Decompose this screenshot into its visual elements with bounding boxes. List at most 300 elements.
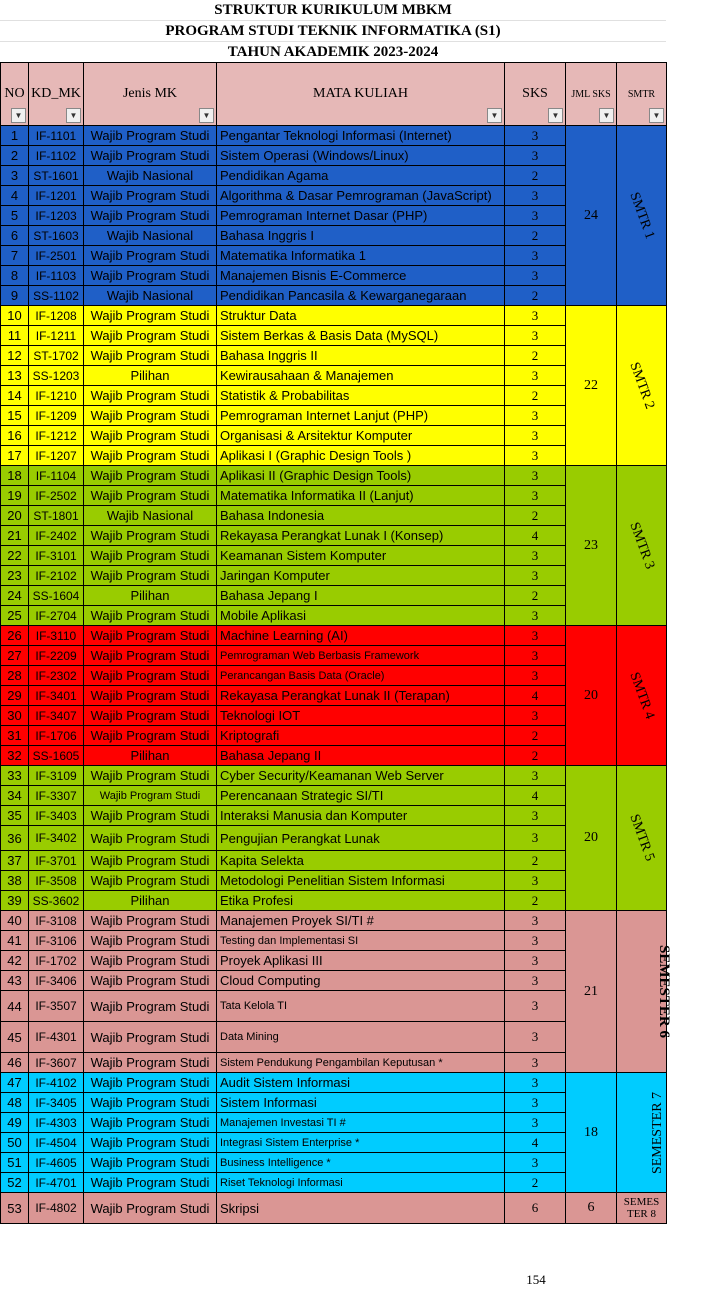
cell-jenis-mk[interactable]: Wajib Program Studi [84, 266, 217, 286]
cell-jenis-mk[interactable]: Pilihan [84, 366, 217, 386]
cell-no[interactable]: 46 [1, 1053, 29, 1073]
cell-jenis-mk[interactable]: Wajib Program Studi [84, 766, 217, 786]
cell-mata-kuliah[interactable]: Teknologi IOT [217, 706, 505, 726]
cell-mata-kuliah[interactable]: Pengantar Teknologi Informasi (Internet) [217, 126, 505, 146]
cell-jenis-mk[interactable]: Wajib Program Studi [84, 991, 217, 1022]
cell-sks[interactable]: 2 [505, 166, 566, 186]
cell-mata-kuliah[interactable]: Sistem Operasi (Windows/Linux) [217, 146, 505, 166]
semester-label: SMTR 2 [626, 359, 658, 411]
cell-jenis-mk[interactable]: Pilihan [84, 746, 217, 766]
cell-kode-mk[interactable]: IF-3106 [29, 931, 84, 951]
cell-no[interactable]: 19 [1, 486, 29, 506]
cell-no[interactable]: 10 [1, 306, 29, 326]
cell-semester[interactable] [617, 766, 667, 911]
table-row [1, 126, 667, 146]
cell-jenis-mk[interactable]: Wajib Program Studi [84, 606, 217, 626]
table-row [1, 466, 667, 486]
cell-mata-kuliah[interactable]: Kapita Selekta [217, 851, 505, 871]
cell-no[interactable]: 1 [1, 126, 29, 146]
cell-semester[interactable] [617, 1193, 667, 1224]
cell-semester[interactable] [617, 126, 667, 306]
cell-sks[interactable]: 4 [505, 686, 566, 706]
cell-kode-mk[interactable]: SS-1203 [29, 366, 84, 386]
cell-mata-kuliah[interactable]: Kriptografi [217, 726, 505, 746]
cell-no[interactable]: 26 [1, 626, 29, 646]
cell-jenis-mk[interactable]: Pilihan [84, 891, 217, 911]
cell-no[interactable]: 42 [1, 951, 29, 971]
cell-jenis-mk[interactable]: Wajib Nasional [84, 506, 217, 526]
cell-mata-kuliah[interactable]: Pendidikan Agama [217, 166, 505, 186]
cell-sks[interactable]: 2 [505, 586, 566, 606]
cell-no[interactable]: 3 [1, 166, 29, 186]
cell-no[interactable]: 6 [1, 226, 29, 246]
cell-mata-kuliah[interactable]: Riset Teknologi Informasi [217, 1173, 505, 1193]
cell-semester[interactable] [617, 626, 667, 766]
cell-sks[interactable]: 3 [505, 426, 566, 446]
cell-no[interactable]: 23 [1, 566, 29, 586]
cell-kode-mk[interactable]: IF-2302 [29, 666, 84, 686]
filter-dropdown-icon[interactable]: ▼ [199, 108, 214, 123]
cell-jenis-mk[interactable]: Wajib Program Studi [84, 1053, 217, 1073]
cell-kode-mk[interactable]: IF-3507 [29, 991, 84, 1022]
cell-mata-kuliah[interactable]: Algorithma & Dasar Pemrograman (JavaScript) [217, 186, 505, 206]
cell-no[interactable]: 44 [1, 991, 29, 1022]
cell-jenis-mk[interactable]: Wajib Program Studi [84, 1093, 217, 1113]
filter-dropdown-icon[interactable]: ▼ [548, 108, 563, 123]
cell-sks[interactable]: 2 [505, 891, 566, 911]
cell-sks[interactable]: 3 [505, 466, 566, 486]
cell-no[interactable]: 53 [1, 1193, 29, 1224]
cell-kode-mk[interactable]: IF-2501 [29, 246, 84, 266]
cell-mata-kuliah[interactable]: Aplikasi II (Graphic Design Tools) [217, 466, 505, 486]
cell-no[interactable]: 51 [1, 1153, 29, 1173]
cell-no[interactable]: 27 [1, 646, 29, 666]
cell-kode-mk[interactable]: IF-3101 [29, 546, 84, 566]
cell-no[interactable]: 4 [1, 186, 29, 206]
cell-mata-kuliah[interactable]: Manajemen Proyek SI/TI # [217, 911, 505, 931]
cell-mata-kuliah[interactable]: Etika Profesi [217, 891, 505, 911]
cell-jenis-mk[interactable]: Wajib Program Studi [84, 826, 217, 851]
col-header-mk[interactable]: MATA KULIAH ▼ [217, 63, 505, 126]
cell-no[interactable]: 21 [1, 526, 29, 546]
cell-jenis-mk[interactable]: Wajib Program Studi [84, 206, 217, 226]
cell-jenis-mk[interactable]: Wajib Program Studi [84, 146, 217, 166]
cell-mata-kuliah[interactable]: Audit Sistem Informasi [217, 1073, 505, 1093]
cell-jenis-mk[interactable]: Wajib Program Studi [84, 951, 217, 971]
cell-mata-kuliah[interactable]: Testing dan Implementasi SI [217, 931, 505, 951]
cell-sks[interactable]: 3 [505, 446, 566, 466]
cell-jenis-mk[interactable]: Wajib Program Studi [84, 1133, 217, 1153]
col-header-smtr[interactable]: SMTR ▼ [617, 63, 667, 126]
cell-sks[interactable]: 3 [505, 806, 566, 826]
cell-sks[interactable]: 3 [505, 146, 566, 166]
cell-no[interactable]: 35 [1, 806, 29, 826]
cell-jenis-mk[interactable]: Wajib Program Studi [84, 326, 217, 346]
cell-no[interactable]: 39 [1, 891, 29, 911]
cell-jenis-mk[interactable]: Wajib Nasional [84, 226, 217, 246]
cell-no[interactable]: 30 [1, 706, 29, 726]
cell-sks[interactable]: 2 [505, 226, 566, 246]
cell-mata-kuliah[interactable]: Mobile Aplikasi [217, 606, 505, 626]
cell-sks[interactable]: 3 [505, 1022, 566, 1053]
cell-kode-mk[interactable]: SS-1102 [29, 286, 84, 306]
cell-no[interactable]: 2 [1, 146, 29, 166]
cell-mata-kuliah[interactable]: Interaksi Manusia dan Komputer [217, 806, 505, 826]
cell-kode-mk[interactable]: SS-1604 [29, 586, 84, 606]
cell-mata-kuliah[interactable]: Machine Learning (AI) [217, 626, 505, 646]
semester-label: SMTR 1 [626, 189, 658, 241]
cell-mata-kuliah[interactable]: Bahasa Jepang II [217, 746, 505, 766]
cell-mata-kuliah[interactable]: Perencanaan Strategic SI/TI [217, 786, 505, 806]
cell-kode-mk[interactable]: IF-3701 [29, 851, 84, 871]
cell-mata-kuliah[interactable]: Keamanan Sistem Komputer [217, 546, 505, 566]
cell-sks[interactable]: 3 [505, 486, 566, 506]
cell-kode-mk[interactable]: IF-1101 [29, 126, 84, 146]
cell-mata-kuliah[interactable]: Pengujian Perangkat Lunak [217, 826, 505, 851]
cell-jml-sks[interactable]: 20 [566, 626, 617, 766]
cell-no[interactable]: 40 [1, 911, 29, 931]
cell-jml-sks[interactable]: 21 [566, 911, 617, 1073]
cell-no[interactable]: 52 [1, 1173, 29, 1193]
cell-kode-mk[interactable]: IF-2704 [29, 606, 84, 626]
cell-kode-mk[interactable]: ST-1702 [29, 346, 84, 366]
cell-kode-mk[interactable]: IF-4504 [29, 1133, 84, 1153]
cell-mata-kuliah[interactable]: Aplikasi I (Graphic Design Tools ) [217, 446, 505, 466]
cell-jenis-mk[interactable]: Wajib Program Studi [84, 486, 217, 506]
cell-no[interactable]: 5 [1, 206, 29, 226]
cell-jml-sks[interactable]: 23 [566, 466, 617, 626]
cell-jenis-mk[interactable]: Wajib Program Studi [84, 306, 217, 326]
cell-sks[interactable]: 3 [505, 951, 566, 971]
col-header-jenis[interactable]: Jenis MK ▼ [84, 63, 217, 126]
cell-kode-mk[interactable]: IF-3109 [29, 766, 84, 786]
cell-kode-mk[interactable]: IF-1212 [29, 426, 84, 446]
cell-sks[interactable]: 3 [505, 186, 566, 206]
col-header-no[interactable]: NO ▼ [1, 63, 29, 126]
cell-jenis-mk[interactable]: Wajib Nasional [84, 166, 217, 186]
cell-kode-mk[interactable]: IF-4605 [29, 1153, 84, 1173]
filter-dropdown-icon[interactable]: ▼ [599, 108, 614, 123]
cell-no[interactable]: 36 [1, 826, 29, 851]
col-header-jml[interactable]: JML SKS ▼ [566, 63, 617, 126]
cell-sks[interactable]: 3 [505, 1053, 566, 1073]
cell-jenis-mk[interactable]: Wajib Program Studi [84, 346, 217, 366]
cell-kode-mk[interactable]: IF-1207 [29, 446, 84, 466]
cell-mata-kuliah[interactable]: Pemrograman Internet Lanjut (PHP) [217, 406, 505, 426]
cell-no[interactable]: 43 [1, 971, 29, 991]
cell-sks[interactable]: 3 [505, 911, 566, 931]
cell-sks[interactable]: 2 [505, 746, 566, 766]
cell-mata-kuliah[interactable]: Pemrograman Web Berbasis Framework [217, 646, 505, 666]
cell-jenis-mk[interactable]: Wajib Program Studi [84, 1073, 217, 1093]
cell-jenis-mk[interactable]: Wajib Program Studi [84, 406, 217, 426]
cell-kode-mk[interactable]: ST-1801 [29, 506, 84, 526]
cell-sks[interactable]: 3 [505, 326, 566, 346]
table-row [1, 766, 667, 786]
cell-mata-kuliah[interactable]: Perancangan Basis Data (Oracle) [217, 666, 505, 686]
cell-kode-mk[interactable]: SS-3602 [29, 891, 84, 911]
cell-sks[interactable]: 3 [505, 871, 566, 891]
cell-kode-mk[interactable]: IF-3108 [29, 911, 84, 931]
cell-kode-mk[interactable]: IF-4303 [29, 1113, 84, 1133]
cell-kode-mk[interactable]: IF-4102 [29, 1073, 84, 1093]
cell-mata-kuliah[interactable]: Sistem Pendukung Pengambilan Keputusan * [217, 1053, 505, 1073]
cell-kode-mk[interactable]: IF-1103 [29, 266, 84, 286]
cell-sks[interactable]: 3 [505, 206, 566, 226]
cell-kode-mk[interactable]: IF-1702 [29, 951, 84, 971]
cell-no[interactable]: 45 [1, 1022, 29, 1053]
cell-no[interactable]: 38 [1, 871, 29, 891]
cell-jenis-mk[interactable]: Wajib Program Studi [84, 646, 217, 666]
cell-jenis-mk[interactable]: Wajib Program Studi [84, 786, 217, 806]
cell-mata-kuliah[interactable]: Proyek Aplikasi III [217, 951, 505, 971]
cell-sks[interactable]: 2 [505, 346, 566, 366]
cell-sks[interactable]: 2 [505, 286, 566, 306]
cell-no[interactable]: 41 [1, 931, 29, 951]
cell-jenis-mk[interactable]: Wajib Program Studi [84, 871, 217, 891]
cell-sks[interactable]: 3 [505, 406, 566, 426]
cell-sks[interactable]: 3 [505, 826, 566, 851]
col-header-sks[interactable]: SKS ▼ [505, 63, 566, 126]
cell-no[interactable]: 29 [1, 686, 29, 706]
cell-mata-kuliah[interactable]: Bahasa Jepang I [217, 586, 505, 606]
cell-sks[interactable]: 3 [505, 971, 566, 991]
cell-mata-kuliah[interactable]: Jaringan Komputer [217, 566, 505, 586]
cell-kode-mk[interactable]: IF-2102 [29, 566, 84, 586]
cell-sks[interactable]: 3 [505, 566, 566, 586]
cell-mata-kuliah[interactable]: Kewirausahaan & Manajemen [217, 366, 505, 386]
cell-no[interactable]: 14 [1, 386, 29, 406]
cell-jml-sks[interactable]: 20 [566, 766, 617, 911]
cell-sks[interactable]: 2 [505, 386, 566, 406]
cell-mata-kuliah[interactable]: Integrasi Sistem Enterprise * [217, 1133, 505, 1153]
cell-kode-mk[interactable]: IF-4802 [29, 1193, 84, 1224]
cell-mata-kuliah[interactable]: Cyber Security/Keamanan Web Server [217, 766, 505, 786]
cell-kode-mk[interactable]: IF-3607 [29, 1053, 84, 1073]
cell-mata-kuliah[interactable]: Sistem Berkas & Basis Data (MySQL) [217, 326, 505, 346]
cell-mata-kuliah[interactable]: Bahasa Indonesia [217, 506, 505, 526]
cell-no[interactable]: 50 [1, 1133, 29, 1153]
cell-mata-kuliah[interactable]: Bahasa Inggris II [217, 346, 505, 366]
cell-sks[interactable]: 4 [505, 1133, 566, 1153]
cell-no[interactable]: 16 [1, 426, 29, 446]
cell-jenis-mk[interactable]: Wajib Program Studi [84, 466, 217, 486]
cell-no[interactable]: 9 [1, 286, 29, 306]
cell-sks[interactable]: 3 [505, 766, 566, 786]
cell-sks[interactable]: 3 [505, 646, 566, 666]
cell-no[interactable]: 48 [1, 1093, 29, 1113]
cell-semester[interactable] [617, 1073, 667, 1193]
cell-no[interactable]: 24 [1, 586, 29, 606]
cell-sks[interactable]: 3 [505, 306, 566, 326]
cell-no[interactable]: 12 [1, 346, 29, 366]
cell-jenis-mk[interactable]: Wajib Program Studi [84, 126, 217, 146]
cell-kode-mk[interactable]: ST-1601 [29, 166, 84, 186]
cell-jenis-mk[interactable]: Wajib Program Studi [84, 686, 217, 706]
cell-sks[interactable]: 2 [505, 726, 566, 746]
cell-no[interactable]: 47 [1, 1073, 29, 1093]
cell-no[interactable]: 22 [1, 546, 29, 566]
cell-jenis-mk[interactable]: Pilihan [84, 586, 217, 606]
cell-jenis-mk[interactable]: Wajib Program Studi [84, 246, 217, 266]
cell-jenis-mk[interactable]: Wajib Program Studi [84, 546, 217, 566]
cell-jenis-mk[interactable]: Wajib Program Studi [84, 186, 217, 206]
filter-dropdown-icon[interactable]: ▼ [66, 108, 81, 123]
cell-no[interactable]: 32 [1, 746, 29, 766]
cell-kode-mk[interactable]: IF-1209 [29, 406, 84, 426]
cell-mata-kuliah[interactable]: Statistik & Probabilitas [217, 386, 505, 406]
cell-jenis-mk[interactable]: Wajib Program Studi [84, 666, 217, 686]
cell-semester[interactable] [617, 306, 667, 466]
cell-jenis-mk[interactable]: Wajib Program Studi [84, 626, 217, 646]
cell-jenis-mk[interactable]: Wajib Program Studi [84, 1113, 217, 1133]
cell-mata-kuliah[interactable]: Manajemen Bisnis E-Commerce [217, 266, 505, 286]
cell-jenis-mk[interactable]: Wajib Program Studi [84, 706, 217, 726]
cell-mata-kuliah[interactable]: Struktur Data [217, 306, 505, 326]
cell-kode-mk[interactable]: IF-1203 [29, 206, 84, 226]
cell-jenis-mk[interactable]: Wajib Program Studi [84, 566, 217, 586]
filter-dropdown-icon[interactable]: ▼ [649, 108, 664, 123]
cell-sks[interactable]: 3 [505, 991, 566, 1022]
col-header-kd[interactable]: KD_MK ▼ [29, 63, 84, 126]
cell-jml-sks[interactable]: 24 [566, 126, 617, 306]
cell-kode-mk[interactable]: IF-3407 [29, 706, 84, 726]
cell-mata-kuliah[interactable]: Pemrograman Internet Dasar (PHP) [217, 206, 505, 226]
cell-sks[interactable]: 2 [505, 851, 566, 871]
cell-kode-mk[interactable]: ST-1603 [29, 226, 84, 246]
cell-sks[interactable]: 3 [505, 626, 566, 646]
cell-no[interactable]: 17 [1, 446, 29, 466]
cell-sks[interactable]: 3 [505, 1113, 566, 1133]
cell-mata-kuliah[interactable]: Pendidikan Pancasila & Kewarganegaraan [217, 286, 505, 306]
cell-sks[interactable]: 3 [505, 931, 566, 951]
cell-kode-mk[interactable]: IF-1208 [29, 306, 84, 326]
cell-jenis-mk[interactable]: Wajib Program Studi [84, 1153, 217, 1173]
cell-no[interactable]: 11 [1, 326, 29, 346]
cell-sks[interactable]: 2 [505, 506, 566, 526]
cell-mata-kuliah[interactable]: Bahasa Inggris I [217, 226, 505, 246]
cell-sks[interactable]: 3 [505, 126, 566, 146]
cell-sks[interactable]: 3 [505, 1073, 566, 1093]
cell-sks[interactable]: 3 [505, 366, 566, 386]
cell-jenis-mk[interactable]: Wajib Program Studi [84, 1173, 217, 1193]
cell-jenis-mk[interactable]: Wajib Program Studi [84, 931, 217, 951]
cell-jml-sks[interactable]: 18 [566, 1073, 617, 1193]
cell-kode-mk[interactable]: IF-3406 [29, 971, 84, 991]
cell-mata-kuliah[interactable]: Manajemen Investasi TI # [217, 1113, 505, 1133]
cell-jenis-mk[interactable]: Wajib Program Studi [84, 386, 217, 406]
cell-mata-kuliah[interactable]: Sistem Informasi [217, 1093, 505, 1113]
cell-kode-mk[interactable]: SS-1605 [29, 746, 84, 766]
filter-dropdown-icon[interactable]: ▼ [487, 108, 502, 123]
cell-sks[interactable]: 4 [505, 786, 566, 806]
cell-jenis-mk[interactable]: Wajib Program Studi [84, 726, 217, 746]
cell-jml-sks[interactable]: 6 [566, 1193, 617, 1224]
cell-mata-kuliah[interactable]: Matematika Informatika II (Lanjut) [217, 486, 505, 506]
cell-kode-mk[interactable]: IF-1706 [29, 726, 84, 746]
cell-mata-kuliah[interactable]: Tata Kelola TI [217, 991, 505, 1022]
cell-no[interactable]: 28 [1, 666, 29, 686]
cell-kode-mk[interactable]: IF-2502 [29, 486, 84, 506]
cell-no[interactable]: 49 [1, 1113, 29, 1133]
cell-kode-mk[interactable]: IF-2209 [29, 646, 84, 666]
cell-jenis-mk[interactable]: Wajib Program Studi [84, 1193, 217, 1224]
cell-mata-kuliah[interactable]: Data Mining [217, 1022, 505, 1053]
cell-kode-mk[interactable]: IF-4301 [29, 1022, 84, 1053]
cell-mata-kuliah[interactable]: Cloud Computing [217, 971, 505, 991]
cell-no[interactable]: 37 [1, 851, 29, 871]
cell-jenis-mk[interactable]: Wajib Program Studi [84, 971, 217, 991]
cell-mata-kuliah[interactable]: Skripsi [217, 1193, 505, 1224]
cell-jenis-mk[interactable]: Wajib Nasional [84, 286, 217, 306]
cell-sks[interactable]: 4 [505, 526, 566, 546]
cell-kode-mk[interactable]: IF-4701 [29, 1173, 84, 1193]
cell-no[interactable]: 8 [1, 266, 29, 286]
cell-jenis-mk[interactable]: Wajib Program Studi [84, 911, 217, 931]
cell-jenis-mk[interactable]: Wajib Program Studi [84, 806, 217, 826]
filter-dropdown-icon[interactable]: ▼ [11, 108, 26, 123]
cell-mata-kuliah[interactable]: Rekayasa Perangkat Lunak I (Konsep) [217, 526, 505, 546]
cell-kode-mk[interactable]: IF-3307 [29, 786, 84, 806]
cell-no[interactable]: 34 [1, 786, 29, 806]
cell-kode-mk[interactable]: IF-3405 [29, 1093, 84, 1113]
cell-mata-kuliah[interactable]: Matematika Informatika 1 [217, 246, 505, 266]
cell-kode-mk[interactable]: IF-1210 [29, 386, 84, 406]
cell-semester[interactable] [617, 466, 667, 626]
cell-no[interactable]: 33 [1, 766, 29, 786]
cell-no[interactable]: 13 [1, 366, 29, 386]
cell-kode-mk[interactable]: IF-3110 [29, 626, 84, 646]
cell-sks[interactable]: 3 [505, 266, 566, 286]
cell-kode-mk[interactable]: IF-1211 [29, 326, 84, 346]
cell-kode-mk[interactable]: IF-2402 [29, 526, 84, 546]
cell-mata-kuliah[interactable]: Metodologi Penelitian Sistem Informasi [217, 871, 505, 891]
cell-no[interactable]: 20 [1, 506, 29, 526]
cell-kode-mk[interactable]: IF-1102 [29, 146, 84, 166]
cell-sks[interactable]: 3 [505, 606, 566, 626]
cell-kode-mk[interactable]: IF-3402 [29, 826, 84, 851]
cell-no[interactable]: 7 [1, 246, 29, 266]
cell-sks[interactable]: 3 [505, 706, 566, 726]
cell-kode-mk[interactable]: IF-1104 [29, 466, 84, 486]
cell-jenis-mk[interactable]: Wajib Program Studi [84, 1022, 217, 1053]
cell-sks[interactable]: 3 [505, 666, 566, 686]
cell-sks[interactable]: 3 [505, 246, 566, 266]
cell-kode-mk[interactable]: IF-3403 [29, 806, 84, 826]
cell-mata-kuliah[interactable]: Organisasi & Arsitektur Komputer [217, 426, 505, 446]
cell-sks[interactable]: 2 [505, 1173, 566, 1193]
cell-no[interactable]: 25 [1, 606, 29, 626]
cell-mata-kuliah[interactable]: Rekayasa Perangkat Lunak II (Terapan) [217, 686, 505, 706]
cell-semester[interactable] [617, 911, 672, 1073]
cell-jenis-mk[interactable]: Wajib Program Studi [84, 851, 217, 871]
cell-sks[interactable]: 3 [505, 546, 566, 566]
cell-kode-mk[interactable]: IF-3401 [29, 686, 84, 706]
cell-kode-mk[interactable]: IF-1201 [29, 186, 84, 206]
cell-sks[interactable]: 6 [505, 1193, 566, 1224]
cell-mata-kuliah[interactable]: Business Intelligence * [217, 1153, 505, 1173]
cell-jenis-mk[interactable]: Wajib Program Studi [84, 526, 217, 546]
cell-no[interactable]: 31 [1, 726, 29, 746]
cell-sks[interactable]: 3 [505, 1093, 566, 1113]
cell-jenis-mk[interactable]: Wajib Program Studi [84, 446, 217, 466]
cell-no[interactable]: 15 [1, 406, 29, 426]
cell-jenis-mk[interactable]: Wajib Program Studi [84, 426, 217, 446]
cell-sks[interactable]: 3 [505, 1153, 566, 1173]
cell-kode-mk[interactable]: IF-3508 [29, 871, 84, 891]
cell-jml-sks[interactable]: 22 [566, 306, 617, 466]
cell-no[interactable]: 18 [1, 466, 29, 486]
